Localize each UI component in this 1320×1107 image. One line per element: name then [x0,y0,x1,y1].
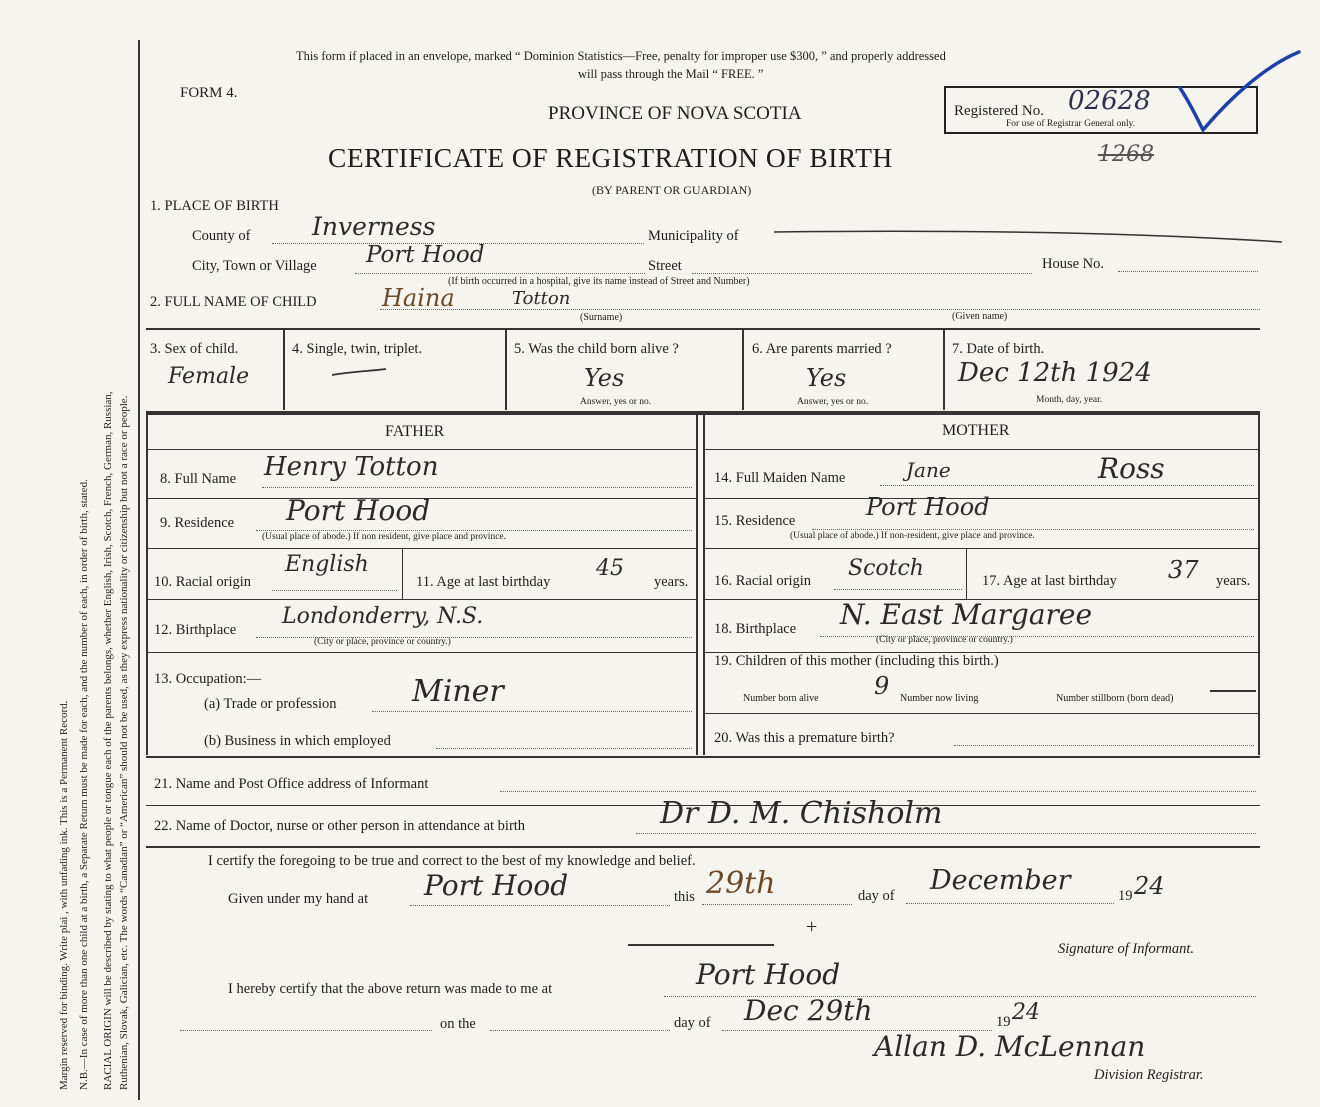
date-of-birth-label: 7. Date of birth. [952,341,1045,357]
return-date-value: Dec 29th [744,994,873,1027]
mother-residence-value: Port Hood [866,493,990,521]
mother-birthplace-label: 18. Birthplace [714,621,797,637]
mother-residence-caption: (Usual place of abode.) If non-resident, give place and province. [790,531,1035,541]
margin-note-2: N.B.—In case of more than one child at a birth, a Separate Return must be made for each, and the number of each, in order of birth, stated. [78,479,90,1090]
registrar-use-note: For use of Registrar General only. [1006,119,1136,129]
county-value: Inverness [312,212,436,241]
margin-note-1: Margin reserved for binding. Write plai , with unfading ink. This is a Permanent Record. [58,700,70,1090]
mail-notice-line1: This form if placed in an envelope, marked “ Dominion Statistics—Free, penalty for improper use $300, ” and properly addressed [296,49,946,63]
married-caption: Answer, yes or no. [797,397,869,407]
father-birthplace-label: 12. Birthplace [154,622,237,638]
date-of-birth-value: Dec 12th 1924 [958,358,1152,388]
mother-age-unit: years. [1216,573,1251,589]
house-number-label: House No. [1042,256,1105,272]
informant-signature-label: Signature of Informant. [1058,941,1195,957]
return-statement: I hereby certify that the above return was made to me at [228,981,553,997]
return-year-prefix: 19 [996,1014,1011,1030]
municipality-dash [770,224,1290,248]
plurality-label: 4. Single, twin, triplet. [292,341,423,357]
father-age-label: 11. Age at last birthday [416,574,551,590]
married-value: Yes [806,364,847,392]
form-number: FORM 4. [180,85,238,101]
place-of-birth-label: 1. PLACE OF BIRTH [150,198,279,214]
father-racial-value: English [285,552,369,577]
county-label: County of [192,228,251,244]
father-age-unit: years. [654,574,689,590]
stillborn-dash [1210,690,1256,692]
given-year-suffix: 24 [1134,872,1165,900]
margin-note-3: RACIAL ORIGIN will be described by stating to what people or tongue each of the parents belongs, whether English, Irish, Scotch, French, German, Russian, [102,391,114,1090]
father-racial-label: 10. Racial origin [154,574,252,590]
father-birthplace-caption: (City or place, province or country.) [314,637,451,647]
trade-value: Miner [412,674,504,709]
registered-number: 02628 [1068,86,1151,116]
father-birthplace-value: Londonderry, N.S. [282,604,484,629]
born-alive-value: 9 [874,672,890,700]
city-value: Port Hood [366,242,485,268]
stillborn-label: Number stillborn (born dead) [1056,693,1174,704]
title-number: 1268 [1098,142,1154,167]
mother-age-label: 17. Age at last birthday [982,573,1117,589]
sex-label: 3. Sex of child. [150,341,239,357]
informant-signature-dash [628,944,774,946]
child-given-name: Haina [382,284,455,312]
child-name-label: 2. FULL NAME OF CHILD [150,294,317,310]
given-day-value: 29th [706,866,776,901]
hospital-note: (If birth occurred in a hospital, give its name instead of Street and Number) [448,276,750,287]
trade-label: (a) Trade or profession [204,696,337,712]
premature-label: 20. Was this a premature birth? [714,730,895,746]
province-heading: PROVINCE OF NOVA SCOTIA [548,103,802,124]
certify-statement: I certify the foregoing to be true and correct to the best of my knowledge and belief. [208,853,696,869]
margin-note-4: Ruthenian, Slovak, Galician, etc. The words “Canadian” or “American” should not be used, as they express nationality or citizenship but not a race or people. [118,395,130,1090]
surname-caption: (Surname) [580,312,623,323]
margin-rule [138,40,140,1100]
checkmark-icon [1175,48,1305,138]
mother-racial-label: 16. Racial origin [714,573,812,589]
return-year-suffix: 24 [1012,1000,1040,1025]
father-name-label: 8. Full Name [160,471,237,487]
street-label: Street [648,258,682,274]
sex-value: Female [168,364,250,389]
given-month-value: December [930,865,1071,896]
mother-birthplace-caption: (City or place, province or country.) [876,635,1013,645]
mother-residence-label: 15. Residence [714,513,796,529]
this-label: this [674,889,695,905]
given-year-prefix: 19 [1118,888,1133,904]
alive-caption: Answer, yes or no. [580,397,652,407]
plurality-dash [330,366,390,380]
mother-given-name: Jane [906,458,951,482]
certificate-title: CERTIFICATE OF REGISTRATION OF BIRTH [328,142,893,173]
registrar-signature: Allan D. McLennan [874,1030,1146,1063]
child-surname: Totton [512,288,571,309]
return-day-of-label: day of [674,1015,711,1031]
on-the-label: on the [440,1016,476,1032]
binding-margin [0,0,150,1107]
return-place-value: Port Hood [696,958,841,991]
mother-surname: Ross [1098,452,1165,485]
mother-name-label: 14. Full Maiden Name [714,470,846,486]
mother-heading: MOTHER [942,422,1010,439]
now-living-label: Number now living [900,693,979,704]
mother-age-value: 37 [1168,556,1199,584]
mother-birthplace-value: N. East Margaree [840,598,1093,631]
mother-racial-value: Scotch [848,556,924,581]
father-residence-caption: (Usual place of abode.) If non resident, give place and province. [262,532,506,542]
date-caption: Month, day, year. [1036,395,1103,405]
father-heading: FATHER [385,423,445,440]
given-name-caption: (Given name) [952,311,1008,322]
doctor-label: 22. Name of Doctor, nurse or other person in attendance at birth [154,818,526,834]
municipality-label: Municipality of [648,228,739,244]
division-registrar-label: Division Registrar. [1094,1067,1204,1083]
father-residence-label: 9. Residence [160,515,235,531]
informant-label: 21. Name and Post Office address of Informant [154,776,429,792]
city-label: City, Town or Village [192,258,317,274]
born-alive-label: Number born alive [743,693,819,704]
given-under-hand-label: Given under my hand at [228,891,369,907]
father-age-value: 45 [596,556,624,581]
given-place-value: Port Hood [424,869,569,902]
father-residence-value: Port Hood [286,494,431,527]
alive-label: 5. Was the child born alive ? [514,341,679,357]
cross-mark-icon: + [806,916,818,938]
father-name-value: Henry Totton [264,452,439,482]
alive-value: Yes [584,364,625,392]
day-of-label: day of [858,888,895,904]
registered-label: Registered No. [954,103,1044,119]
doctor-value: Dr D. M. Chisholm [660,796,943,831]
occupation-label: 13. Occupation:— [154,671,262,687]
married-label: 6. Are parents married ? [752,341,892,357]
business-label: (b) Business in which employed [204,733,391,749]
certificate-subtitle: (BY PARENT OR GUARDIAN) [592,183,752,197]
children-label: 19. Children of this mother (including this birth.) [714,653,999,669]
mail-notice-line2: will pass through the Mail “ FREE. ” [578,67,764,81]
